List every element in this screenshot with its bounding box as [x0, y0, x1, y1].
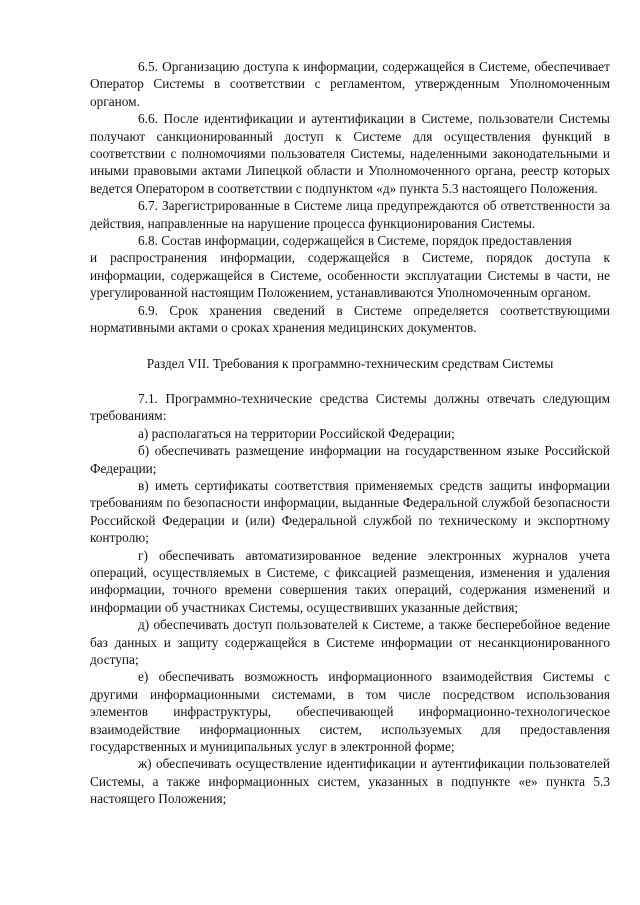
list-item-d: д) обеспечивать доступ пользователей к Системе, а также бесперебойное ведение баз данных и защиту содержащейся в Системе информации от несанкционированного доступа;: [90, 617, 610, 667]
paragraph-6-7: 6.7. Зарегистрированные в Системе лица предупреждаются об ответственности за действия, направленные на нарушение процесса функционирования Системы.: [90, 198, 610, 231]
paragraph-6-5: 6.5. Организацию доступа к информации, содержащейся в Системе, обеспечивает Оператор Системы в соответствии с регламентом, утвержденным Уполномоченным органом.: [90, 59, 610, 109]
list-item-e: е) обеспечивать возможность информационного взаимодействия Системы с другими информационными системами, в том числе посредством использования элементов инфраструктуры, обеспечивающей информационно-технологическое взаимодействие информационных систем, используемых для предоставления государственных и муниципальных услуг в электронной форме;: [90, 669, 610, 755]
list-item-zh: ж) обеспечивать осуществление идентификации и аутентификации пользователей Системы, а также информационных систем, указанных в подпункте «е» пункта 5.3 настоящего Положения;: [90, 756, 610, 807]
list-item-b: б) обеспечивать размещение информации на государственном языке Российской Федерации;: [90, 443, 610, 476]
paragraph-6-6: 6.6. После идентификации и аутентификации в Системе, пользователи Системы получают санкционированный доступ к Системе для осуществления функций в соответствии с полномочиями пользователя Системы, наделенными законодательными и иными правовыми актами Липецкой области и Уполномоченного органа, реестр которых ведется Оператором в соответствии с подпунктом «д» пункта 5.3 настоящего Положения.: [90, 111, 610, 196]
paragraph-6-9: 6.9. Срок хранения сведений в Системе определяется соответствующими нормативными актами о сроках хранения медицинских документов.: [90, 302, 610, 336]
paragraph-6-8-cont: и распространения информации, содержащейся в Системе, порядок доступа к информации, содержащейся в Системе, особенности эксплуатации Системы в части, не урегулированной настоящим Положением, устанавливаются Уполномоченным органом.: [90, 250, 610, 301]
list-item-g: г) обеспечивать автоматизированное ведение электронных журналов учета операций, осуществляемых в Системе, с фиксацией размещения, изменения и удаления информации, точного времени совершения таких операций, содержания изменений и информации об участниках Системы, осуществивших указанные действия;: [90, 547, 610, 615]
document-page: [90, 58, 610, 808]
list-item-v: в) иметь сертификаты соответствия применяемых средств защиты информации требованиям по безопасности информации, выданные Федеральной службой безопасности Российской Федерации и (или) Федеральной службой по техническому и экспортному контролю;: [90, 477, 610, 546]
paragraph-6-8-start: 6.8. Состав информации, содержащейся в Системе, порядок предоставления: [138, 233, 572, 249]
list-item-a: а) располагаться на территории Российской Федерации;: [138, 425, 455, 441]
section-heading: Раздел VII. Требования к программно-техническим средствам Системы: [146, 355, 554, 371]
paragraph-7-1: 7.1. Программно-технические средства Системы должны отвечать следующим требованиям:: [90, 390, 610, 424]
